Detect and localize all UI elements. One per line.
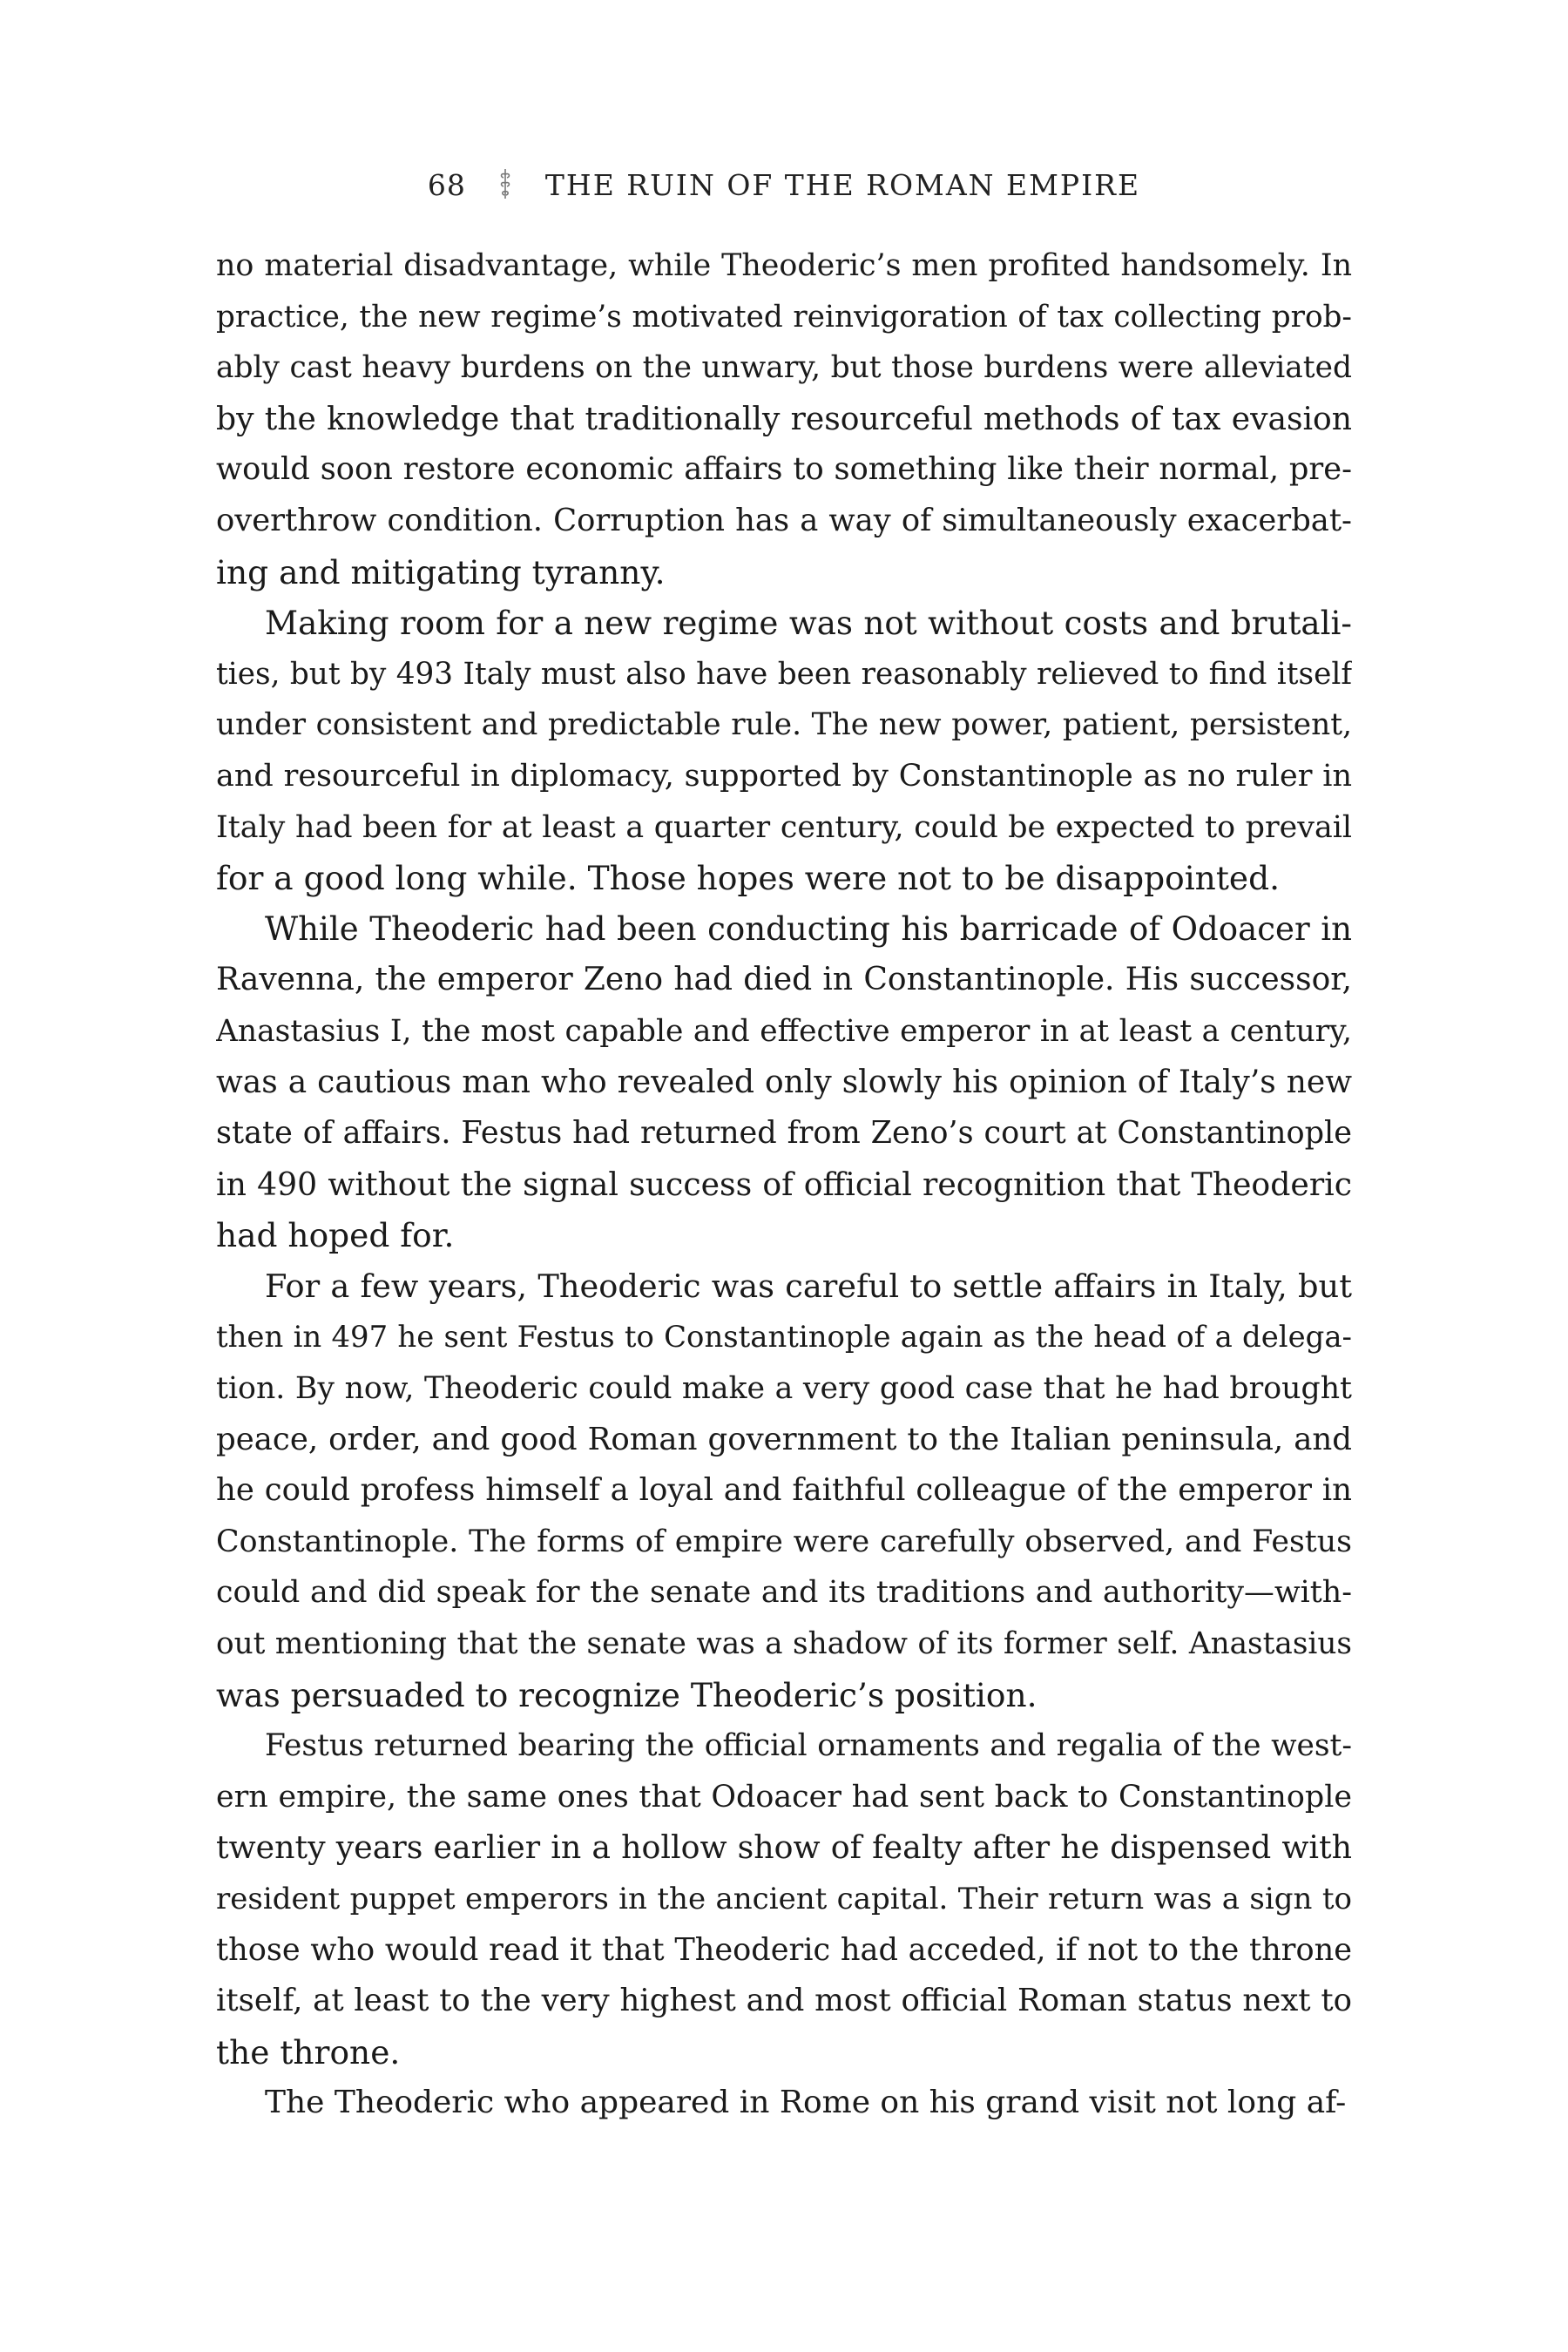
text-line: ties, but by 493 Italy must also have been reasonably relieved to find itself [216,656,1352,692]
body-text [216,240,1352,2129]
page-number: 68 [427,168,466,202]
text-line: was persuaded to recognize Theoderic’s position. [216,1675,1037,1714]
text-line: Italy had been for at least a quarter century, could be expected to prevail [216,809,1352,845]
text-line: state of affairs. Festus had returned from Zeno’s court at Constantinople [216,1115,1352,1152]
text-line: would soon restore economic affairs to something like their normal, pre- [216,451,1352,488]
text-line: no material disadvantage, while Theoderic’s men profited handsomely. In [216,248,1352,283]
text-line: The Theoderic who appeared in Rome on his grand visit not long af- [265,2085,1347,2121]
text-line: tion. By now, Theoderic could make a very good case that he had brought [216,1371,1352,1407]
text-line: out mentioning that the senate was a shadow of its former self. Anastasius [216,1626,1352,1662]
text-line: he could profess himself a loyal and faithful colleague of the emperor in [216,1472,1352,1509]
text-line: Anastasius I, the most capable and effective emperor in at least a century, [216,1013,1352,1049]
text-line: overthrow condition. Corruption has a way of simultaneously exacerbat- [216,502,1352,538]
text-line: resident puppet emperors in the ancient capital. Their return was a sign to [216,1882,1352,1916]
text-line: Festus returned bearing the official ornaments and regalia of the west- [265,1728,1352,1764]
text-line: those who would read it that Theoderic had acceded, if not to the throne [216,1931,1352,1968]
text-line: practice, the new regime’s motivated reinvigoration of tax collecting prob- [216,299,1352,335]
text-line: ing and mitigating tyranny. [216,552,666,591]
paragraph [216,240,1352,598]
text-line: for a good long while. Those hopes were not to be disappointed. [216,859,1281,898]
text-line: then in 497 he sent Festus to Constantinople again as the head of a delega- [216,1320,1352,1355]
text-line: was a cautious man who revealed only slowly his opinion of Italy’s new [216,1064,1352,1100]
text-line: For a few years, Theoderic was careful to settle affairs in Italy, but [265,1267,1352,1305]
paragraph [216,1261,1352,1720]
text-line: twenty years earlier in a hollow show of fealty after he dispensed with [216,1828,1352,1867]
text-line: Making room for a new regime was not without costs and brutali- [265,604,1352,643]
text-line: ably cast heavy burdens on the unwary, but those burdens were alleviated [216,350,1352,386]
fleuron-icon [498,167,512,200]
text-line: by the knowledge that traditionally resourceful methods of tax evasion [216,400,1352,437]
text-line: ern empire, the same ones that Odoacer had sent back to Constantinople [216,1779,1352,1815]
text-line: under consistent and predictable rule. The new power, patient, persistent, [216,707,1352,743]
text-line: and resourceful in diplomacy, supported by Constantinople as no ruler in [216,758,1352,794]
running-title: THE RUIN OF THE ROMAN EMPIRE [544,168,1141,202]
text-line: the throne. [216,2032,401,2072]
paragraph [216,2078,1352,2129]
text-line: had hoped for. [216,1216,455,1255]
paragraph [216,598,1352,904]
text-line: While Theoderic had been conducting his barricade of Odoacer in [265,909,1352,948]
text-line: itself, at least to the very highest and most official Roman status next to [216,1983,1352,2019]
text-line: peace, order, and good Roman government to the Italian peninsula, and [216,1421,1352,1457]
text-line: Constantinople. The forms of empire were carefully observed, and Festus [216,1524,1352,1559]
paragraph [216,904,1352,1261]
running-head [216,168,1352,204]
paragraph [216,1720,1352,2078]
text-line: could and did speak for the senate and its traditions and authority—with- [216,1575,1352,1611]
text-line: in 490 without the signal success of official recognition that Theoderic [216,1165,1352,1203]
text-line: Ravenna, the emperor Zeno had died in Constantinople. His successor, [216,962,1352,998]
